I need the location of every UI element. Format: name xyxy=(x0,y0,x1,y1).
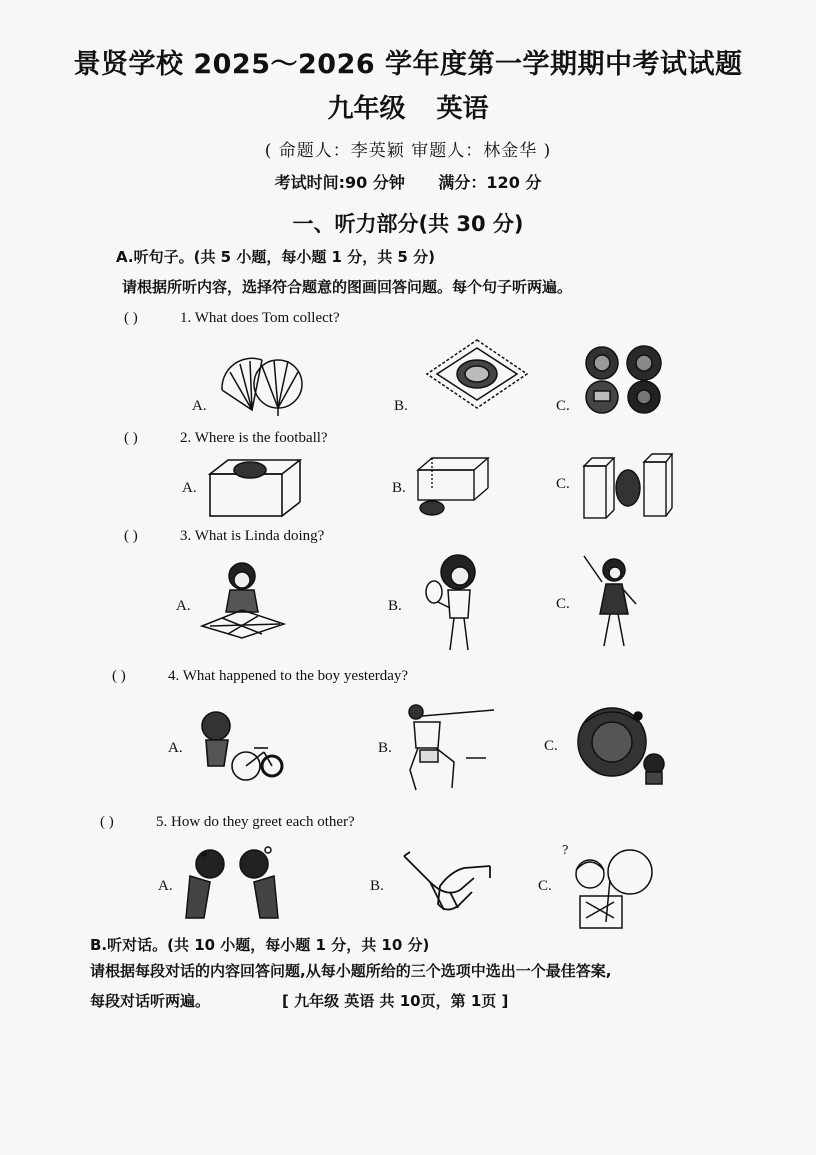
part-b-instruction-line2: 每段对话听两遍。 xyxy=(90,992,211,1010)
section-title: 一、听力部分(共 30 分) xyxy=(292,212,524,236)
option-label[interactable]: B. xyxy=(394,398,408,414)
answer-bracket[interactable]: ( ) xyxy=(112,668,126,684)
part-b-heading: B.听对话。(共 10 小题，每小题 1 分，共 10 分) xyxy=(90,936,430,954)
option-label[interactable]: C. xyxy=(556,476,570,492)
girl-sitting-icon xyxy=(200,560,286,640)
part-b-instruction-line1: 请根据每段对话的内容回答问题,从每小题所给的三个选项中选出一个最佳答案, xyxy=(90,962,612,980)
boy-dog-icon xyxy=(566,702,674,788)
question-3 xyxy=(124,528,324,545)
question-text: 5. How do they greet each other? xyxy=(156,814,355,830)
question-4 xyxy=(112,668,408,685)
option-label[interactable]: C. xyxy=(538,878,552,894)
option-label[interactable]: A. xyxy=(176,598,191,614)
box-ball-inside-icon xyxy=(206,458,302,518)
option-label[interactable]: A. xyxy=(182,480,197,496)
handshake-icon xyxy=(400,848,494,918)
boxes-ball-between-icon xyxy=(580,452,674,522)
exam-time-info xyxy=(0,170,816,193)
answer-bracket[interactable]: ( ) xyxy=(124,310,138,326)
option-label[interactable]: C. xyxy=(544,738,558,754)
option-label[interactable]: B. xyxy=(392,480,406,496)
page-footer: [ 九年级 英语 共 10页，第 1页 ] xyxy=(282,992,509,1010)
option-label[interactable]: B. xyxy=(388,598,402,614)
boy-bike-fall-icon xyxy=(194,708,282,784)
question-5 xyxy=(100,814,355,831)
exam-title: 景贤学校 2025～2026 学年度第一学期期中考试试题 xyxy=(73,49,743,80)
exam-time: 考试时间:90 分钟 xyxy=(274,173,405,192)
box-ball-under-icon xyxy=(412,456,492,518)
part-a-heading: A.听句子。(共 5 小题，每小题 1 分，共 5 分) xyxy=(116,248,435,266)
question-text: 1. What does Tom collect? xyxy=(180,310,340,326)
answer-bracket[interactable]: ( ) xyxy=(124,528,138,544)
option-label[interactable]: A. xyxy=(192,398,207,414)
hugging-icon xyxy=(562,840,660,928)
option-label[interactable]: B. xyxy=(370,878,384,894)
boy-throwing-icon xyxy=(400,700,500,792)
coins-icon xyxy=(582,345,670,417)
question-text: 3. What is Linda doing? xyxy=(180,528,325,544)
answer-bracket[interactable]: ( ) xyxy=(100,814,114,830)
part-a-instruction: 请根据所听内容，选择符合题意的图画回答问题。每个句子听两遍。 xyxy=(122,278,573,296)
question-2 xyxy=(124,430,328,447)
option-label[interactable]: C. xyxy=(556,398,570,414)
option-label[interactable]: A. xyxy=(158,878,173,894)
exam-score: 满分：120 分 xyxy=(438,173,542,192)
bowing-icon xyxy=(180,842,284,920)
option-label[interactable]: A. xyxy=(168,740,183,756)
option-label[interactable]: C. xyxy=(556,596,570,612)
svg-text:?: ? xyxy=(562,843,569,857)
option-label[interactable]: B. xyxy=(378,740,392,756)
answer-bracket[interactable]: ( ) xyxy=(124,430,138,446)
question-text: 2. Where is the football? xyxy=(180,430,328,446)
girl-dancing-icon xyxy=(580,552,642,650)
question-text: 4. What happened to the boy yesterday? xyxy=(168,668,409,684)
girl-tennis-icon xyxy=(420,552,490,656)
fans-icon xyxy=(212,350,304,416)
exam-subtitle: 九年级 英语 xyxy=(327,94,489,124)
exam-authors: ( 命题人：李英颖 审题人：林金华 ) xyxy=(264,141,552,161)
question-1 xyxy=(124,310,340,327)
stamp-icon xyxy=(425,338,529,410)
